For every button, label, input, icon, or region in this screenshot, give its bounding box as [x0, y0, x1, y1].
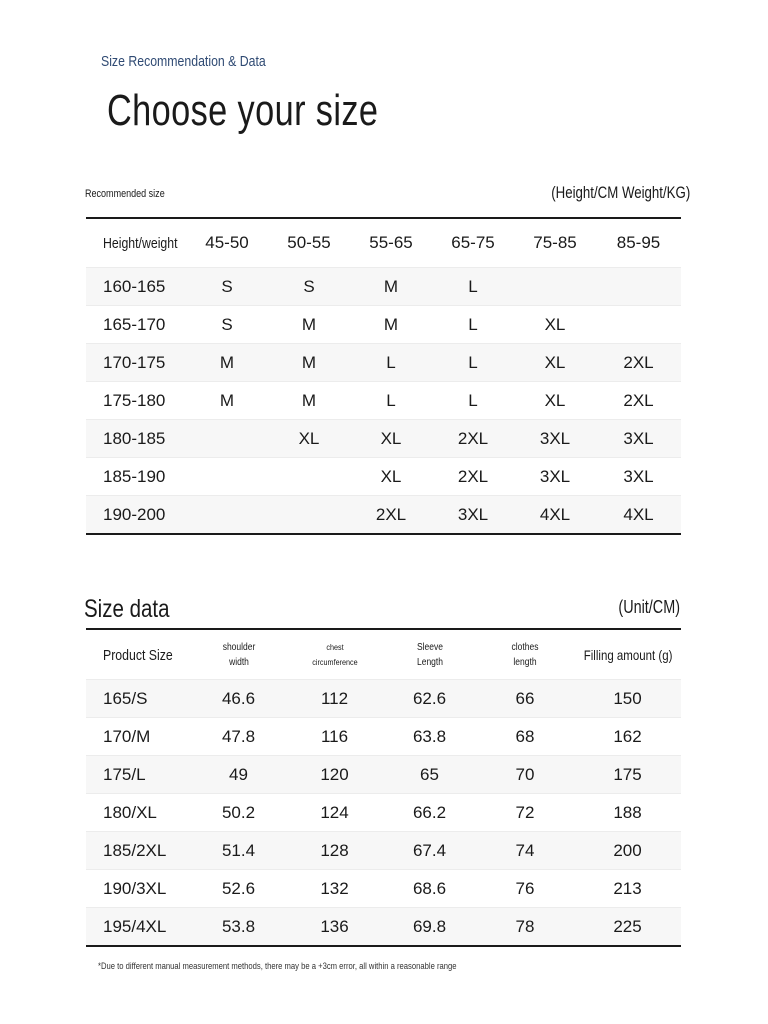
sleeve-length-cell: 62.6: [383, 680, 476, 718]
table-row: [86, 908, 681, 947]
size-cell: XL: [268, 420, 350, 458]
table-row: [86, 794, 681, 832]
clothes-length-cell: 74: [476, 832, 574, 870]
size-data-unit: (Unit/CM): [618, 597, 680, 617]
footnote: *Due to different manual measurement methods, there may be a +3cm error, all within a reasonable range: [98, 961, 457, 971]
table-row: [86, 458, 681, 496]
chest-cell: 112: [286, 680, 383, 718]
size-cell: 2XL: [350, 496, 432, 535]
size-cell: M: [350, 306, 432, 344]
table-row: [86, 718, 681, 756]
size-cell: 2XL: [596, 382, 681, 420]
size-cell: S: [186, 268, 268, 306]
shoulder-width-cell: 52.6: [191, 870, 286, 908]
clothes-length-cell: 78: [476, 908, 574, 947]
size-cell: L: [432, 306, 514, 344]
shoulder-width-cell: 53.8: [191, 908, 286, 947]
product-size-header: Product Size: [103, 646, 173, 664]
size-cell: 2XL: [596, 344, 681, 382]
size-cell: 3XL: [432, 496, 514, 535]
size-cell: [514, 268, 596, 306]
size-cell: S: [268, 268, 350, 306]
size-cell: L: [432, 344, 514, 382]
shoulder-width-cell: 46.6: [191, 680, 286, 718]
table-row: [86, 420, 681, 458]
size-cell: XL: [350, 420, 432, 458]
weight-column-header: 50-55: [287, 233, 331, 252]
clothes-length-cell: 70: [476, 756, 574, 794]
chest-circumference-header: chest circumference: [311, 641, 358, 667]
recommended-size-table: [86, 217, 681, 535]
product-size-cell: 190/3XL: [86, 870, 191, 908]
filling-amount-cell: 213: [574, 870, 681, 908]
table-header-row: [86, 629, 681, 680]
sleeve-length-cell: 68.6: [383, 870, 476, 908]
table-row: [86, 756, 681, 794]
sleeve-length-cell: 65: [383, 756, 476, 794]
filling-amount-cell: 150: [574, 680, 681, 718]
height-cell: 175-180: [86, 382, 186, 420]
clothes-length-cell: 76: [476, 870, 574, 908]
recommended-size-label: Recommended size: [85, 188, 165, 200]
size-cell: L: [432, 382, 514, 420]
corner-header: Height/weight: [103, 235, 178, 252]
height-cell: 180-185: [86, 420, 186, 458]
size-cell: M: [186, 382, 268, 420]
recommended-size-unit: (Height/CM Weight/KG): [550, 183, 690, 202]
size-cell: L: [350, 344, 432, 382]
clothes-length-cell: 68: [476, 718, 574, 756]
shoulder-width-cell: 47.8: [191, 718, 286, 756]
chest-cell: 132: [286, 870, 383, 908]
table-row: [86, 832, 681, 870]
sleeve-length-cell: 69.8: [383, 908, 476, 947]
table-row: [86, 344, 681, 382]
size-data-table: [86, 628, 681, 947]
chest-cell: 120: [286, 756, 383, 794]
size-cell: S: [186, 306, 268, 344]
chest-cell: 128: [286, 832, 383, 870]
weight-column-header: 75-85: [533, 233, 577, 252]
size-cell: L: [432, 268, 514, 306]
size-cell: XL: [514, 306, 596, 344]
size-cell: 3XL: [514, 420, 596, 458]
filling-amount-cell: 200: [574, 832, 681, 870]
product-size-cell: 180/XL: [86, 794, 191, 832]
weight-column-header: 85-95: [616, 233, 661, 252]
size-cell: M: [186, 344, 268, 382]
shoulder-width-cell: 51.4: [191, 832, 286, 870]
height-cell: 160-165: [86, 268, 186, 306]
weight-column-header: 65-75: [451, 233, 495, 252]
size-cell: XL: [514, 344, 596, 382]
page-title: Choose your size: [107, 86, 379, 135]
table-row: [86, 382, 681, 420]
sleeve-length-header: Sleeve Length: [416, 641, 443, 668]
weight-column-header: 45-50: [205, 233, 249, 252]
size-cell: [268, 458, 350, 496]
filling-amount-cell: 225: [574, 908, 681, 947]
chest-cell: 136: [286, 908, 383, 947]
table-row: [86, 268, 681, 306]
sleeve-length-cell: 67.4: [383, 832, 476, 870]
size-cell: M: [268, 344, 350, 382]
height-cell: 170-175: [86, 344, 186, 382]
height-cell: 165-170: [86, 306, 186, 344]
table-row: [86, 870, 681, 908]
section-kicker: Size Recommendation & Data: [101, 53, 266, 70]
size-cell: 3XL: [514, 458, 596, 496]
height-cell: 190-200: [86, 496, 186, 535]
height-cell: 185-190: [86, 458, 186, 496]
size-cell: M: [268, 306, 350, 344]
sleeve-length-cell: 66.2: [383, 794, 476, 832]
shoulder-width-cell: 50.2: [191, 794, 286, 832]
shoulder-width-header: shoulder width: [222, 641, 255, 668]
product-size-cell: 175/L: [86, 756, 191, 794]
chest-cell: 124: [286, 794, 383, 832]
table-row: [86, 680, 681, 718]
table-row: [86, 306, 681, 344]
size-cell: XL: [350, 458, 432, 496]
size-cell: 2XL: [432, 458, 514, 496]
product-size-cell: 195/4XL: [86, 908, 191, 947]
size-cell: 3XL: [596, 420, 681, 458]
size-cell: 4XL: [596, 496, 681, 535]
size-cell: XL: [514, 382, 596, 420]
shoulder-width-cell: 49: [191, 756, 286, 794]
size-cell: [186, 458, 268, 496]
size-cell: [186, 496, 268, 535]
size-cell: M: [268, 382, 350, 420]
size-cell: M: [350, 268, 432, 306]
filling-amount-cell: 162: [574, 718, 681, 756]
size-cell: 4XL: [514, 496, 596, 535]
table-row: [86, 496, 681, 535]
size-cell: 2XL: [432, 420, 514, 458]
size-data-title: Size data: [84, 595, 170, 623]
size-cell: [596, 306, 681, 344]
filling-amount-cell: 188: [574, 794, 681, 832]
size-cell: [186, 420, 268, 458]
table-header-row: [86, 218, 681, 268]
weight-column-header: 55-65: [369, 233, 413, 252]
clothes-length-cell: 66: [476, 680, 574, 718]
product-size-cell: 185/2XL: [86, 832, 191, 870]
product-size-cell: 165/S: [86, 680, 191, 718]
filling-amount-header: Filling amount (g): [583, 646, 673, 663]
chest-cell: 116: [286, 718, 383, 756]
size-cell: [268, 496, 350, 535]
size-cell: L: [350, 382, 432, 420]
size-cell: [596, 268, 681, 306]
product-size-cell: 170/M: [86, 718, 191, 756]
size-cell: 3XL: [596, 458, 681, 496]
sleeve-length-cell: 63.8: [383, 718, 476, 756]
clothes-length-cell: 72: [476, 794, 574, 832]
filling-amount-cell: 175: [574, 756, 681, 794]
clothes-length-header: clothes length: [511, 641, 539, 668]
